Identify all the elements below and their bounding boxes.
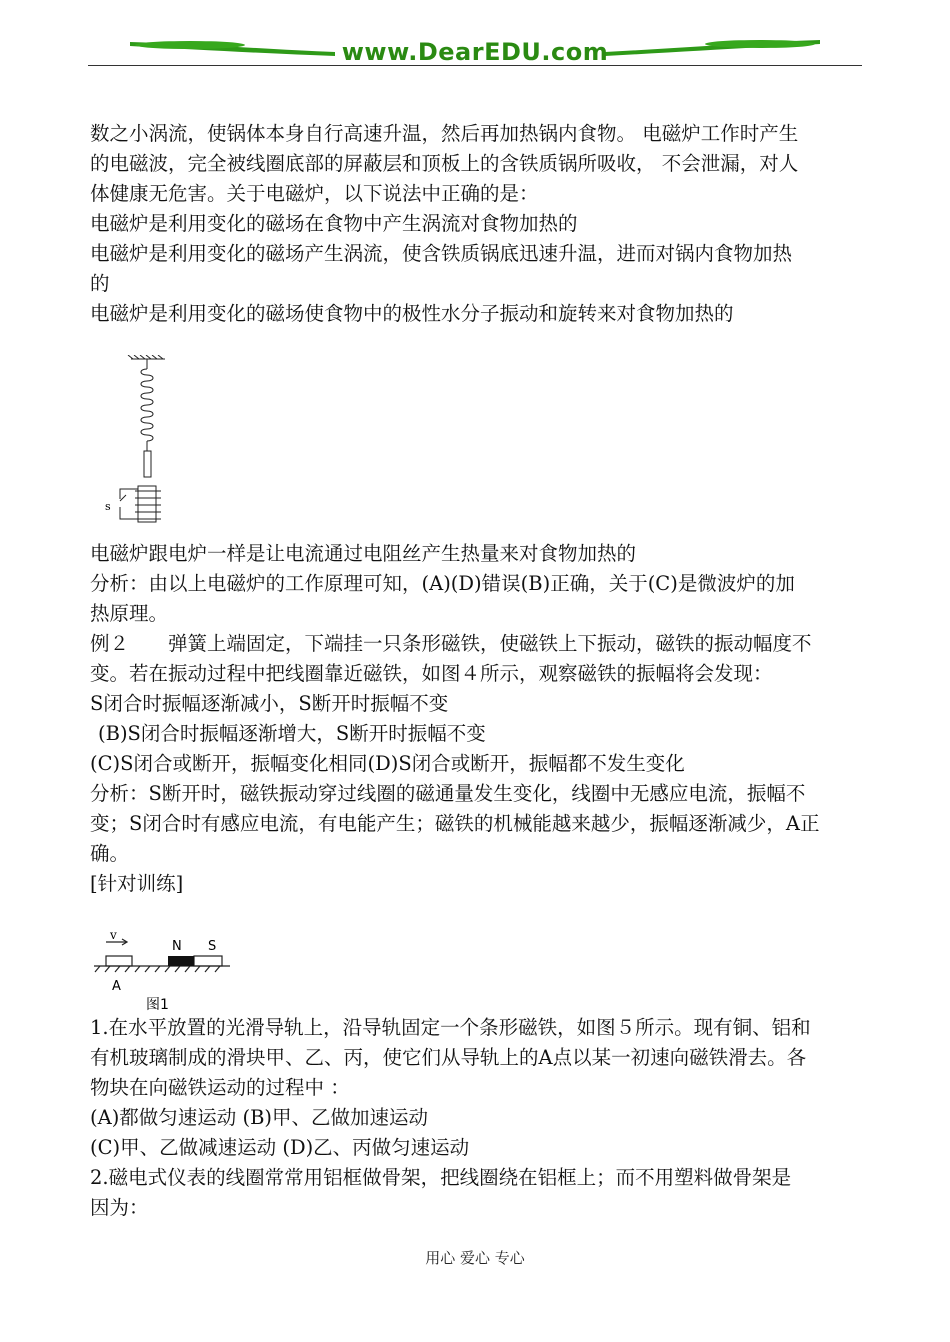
text-line: (A)都做匀速运动 (B)甲、乙做加速运动	[90, 1106, 429, 1129]
site-logo: www.DearEDU.com	[341, 38, 609, 66]
text-line: 的	[90, 272, 110, 295]
text-line: 变。若在振动过程中把线圈靠近磁铁，如图４所示，观察磁铁的振幅将会发现：	[90, 662, 773, 685]
text-line: 因为：	[90, 1196, 149, 1219]
text-line: 物块在向磁铁运动的过程中 ：	[90, 1076, 350, 1099]
text-line: 分析：S断开时，磁铁振动穿过线圈的磁通量发生变化，线圈中无感应电流，振幅不	[90, 782, 806, 805]
text-line: [针对训练]	[90, 872, 184, 895]
text-line: 体健康无危害。关于电磁炉，以下说法中正确的是：	[90, 182, 539, 205]
switch-label: s	[105, 500, 111, 513]
point-a-label: A	[112, 979, 121, 994]
text-line: 的电磁波，完全被线圈底部的屏蔽层和顶板上的含铁质锅所吸收， 不会泄漏，对人	[90, 152, 799, 175]
text-line: 电磁炉是利用变化的磁场使食物中的极性水分子振动和旋转来对食物加热的	[90, 302, 734, 325]
spring-magnet-coil-figure	[95, 355, 175, 527]
text-line: 1.在水平放置的光滑导轨上，沿导轨固定一个条形磁铁，如图５所示。现有铜、铝和	[90, 1016, 811, 1039]
text-line: 2.磁电式仪表的线圈常常用铝框做骨架，把线圈绕在铝框上；而不用塑料做骨架是	[90, 1166, 792, 1189]
text-line: 电磁炉是利用变化的磁场在食物中产生涡流对食物加热的	[90, 212, 578, 235]
text-line: 分析：由以上电磁炉的工作原理可知，(A)(D)错误(B)正确，关于(C)是微波炉的加	[90, 572, 795, 595]
text-line: (B)S闭合时振幅逐渐增大，S断开时振幅不变	[98, 722, 486, 745]
text-line: (C)S闭合或断开，振幅变化相同(D)S闭合或断开，振幅都不发生变化	[90, 752, 685, 775]
header-rule	[88, 65, 862, 66]
text-line: S闭合时振幅逐渐减小，S断开时振幅不变	[90, 692, 449, 715]
page-footer: 用心 爱心 专心	[425, 1249, 525, 1267]
track-magnet-figure	[92, 928, 234, 1018]
text-line: 有机玻璃制成的滑块甲、乙、丙，使它们从导轨上的A点以某一初速向磁铁滑去。各	[90, 1046, 807, 1069]
figure-caption: 图1	[146, 997, 169, 1013]
text-line: 数之小涡流，使锅体本身自行高速升温，然后再加热锅内食物。 电磁炉工作时产生	[90, 122, 799, 145]
north-pole-label: N	[172, 939, 182, 954]
text-line: 例２ 弹簧上端固定，下端挂一只条形磁铁，使磁铁上下振动，磁铁的振动幅度不	[90, 632, 812, 655]
velocity-label: v	[110, 928, 117, 942]
text-line: 变；S闭合时有感应电流，有电能产生；磁铁的机械能越来越少，振幅逐渐减少，A正	[90, 812, 820, 835]
text-line: 电磁炉跟电炉一样是让电流通过电阻丝产生热量来对食物加热的	[90, 542, 637, 565]
text-line: 热原理。	[90, 602, 169, 625]
text-line: 确。	[90, 842, 130, 865]
text-line: (C)甲、乙做减速运动 (D)乙、丙做匀速运动	[90, 1136, 470, 1159]
text-line: 电磁炉是利用变化的磁场产生涡流，使含铁质锅底迅速升温，进而对锅内食物加热	[90, 242, 793, 265]
south-pole-label: S	[208, 939, 217, 954]
